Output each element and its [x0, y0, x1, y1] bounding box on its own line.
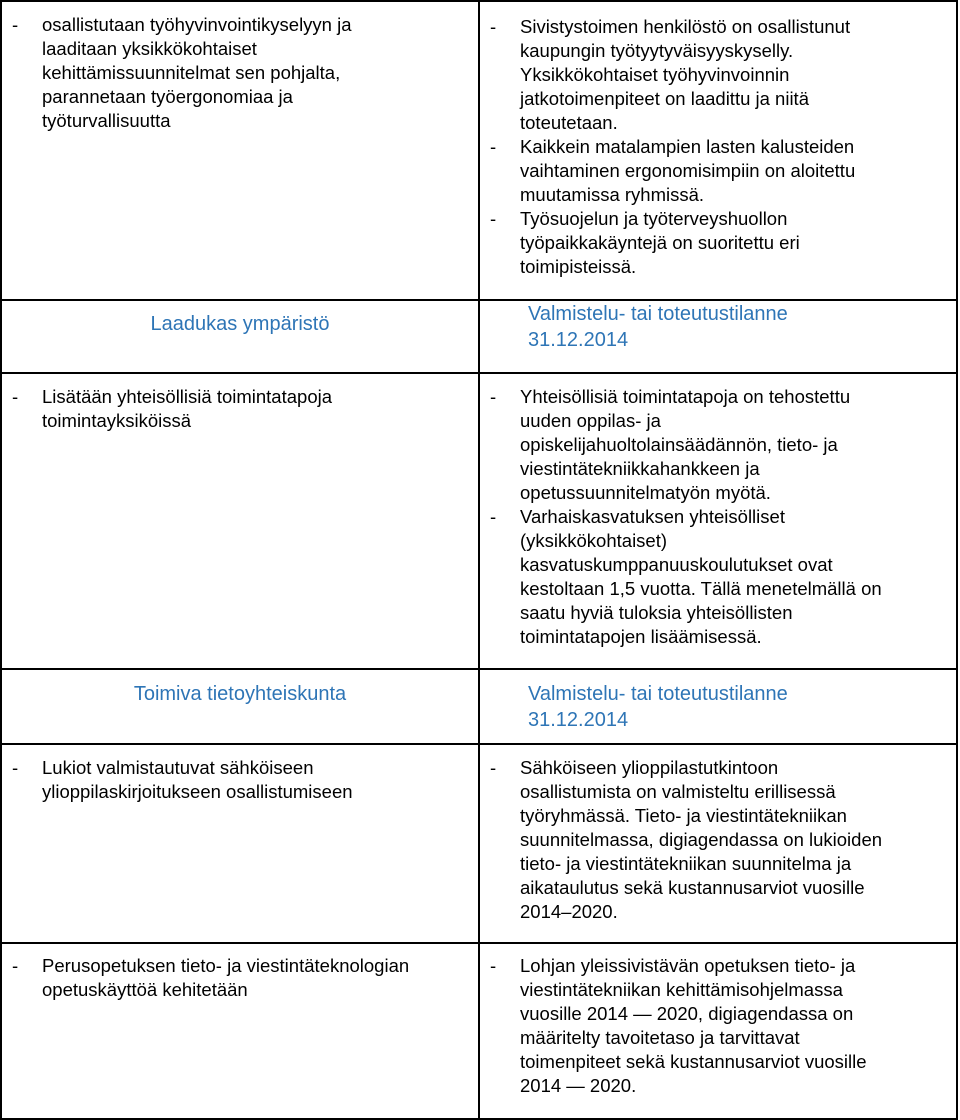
- text-line: Kaikkein matalampien lasten kalusteiden: [520, 136, 855, 157]
- text-line: työturvallisuutta: [42, 110, 171, 131]
- bullet-dash: -: [490, 386, 497, 407]
- text-line: kasvatuskumppanuuskoulutukset ovat: [520, 554, 833, 575]
- table-cell-goal: [1, 1, 479, 300]
- list-item: [2, 385, 478, 433]
- text-line: ylioppilaskirjoitukseen osallistumiseen: [42, 781, 353, 802]
- list-item-text: [520, 15, 956, 135]
- list-item-text: [42, 756, 478, 804]
- table-cell-goal: [1, 744, 479, 943]
- list-item-text: [520, 505, 956, 649]
- text-line: kestoltaan 1,5 vuotta. Tällä menetelmällä on: [520, 578, 882, 599]
- text-line: opetuskäyttöä kehitetään: [42, 979, 248, 1000]
- list-item-text: [42, 954, 478, 1002]
- text-line: Yksikkökohtaiset työhyvinvoinnin: [520, 64, 790, 85]
- list-item: [480, 135, 956, 207]
- text-line: jatkotoimenpiteet on laadittu ja niitä: [520, 88, 809, 109]
- table-row: [1, 744, 957, 943]
- list-item: [2, 954, 478, 1002]
- list-item: [2, 13, 478, 133]
- text-line: viestintätekniikan kehittämisohjelmassa: [520, 979, 843, 1000]
- table-cell-goal: [1, 373, 479, 669]
- list-item: [480, 954, 956, 1098]
- text-line: osallistutaan työhyvinvointikyselyyn ja: [42, 14, 352, 35]
- text-line: toimipisteissä.: [520, 256, 637, 277]
- text-line: Lohjan yleissivistävän opetuksen tieto- ja: [520, 955, 856, 976]
- text-line: työryhmässä. Tieto- ja viestintätekniikan: [520, 805, 847, 826]
- text-line: Yhteisöllisiä toimintatapoja on tehostettu: [520, 386, 851, 407]
- status-heading-cell: [479, 669, 957, 744]
- status-heading-line: Valmistelu- tai toteutustilanne: [528, 683, 788, 705]
- text-line: Työsuojelun ja työterveyshuollon: [520, 208, 788, 229]
- text-line: saatu hyviä tuloksia yhteisöllisten: [520, 602, 793, 623]
- text-line: toimintatapojen lisäämisessä.: [520, 626, 762, 647]
- text-line: Sivistystoimen henkilöstö on osallistunut: [520, 16, 851, 37]
- text-line: suunnitelmassa, digiagendassa on lukioiden: [520, 829, 883, 850]
- list-item-text: [42, 13, 478, 133]
- bullet-dash: -: [12, 14, 19, 35]
- text-line: viestintätekniikkahankkeen ja: [520, 458, 760, 479]
- section-heading-row: [1, 300, 957, 373]
- text-line: määritelty tavoitetaso ja tarvittavat: [520, 1027, 800, 1048]
- text-line: Sähköiseen ylioppilastutkintoon: [520, 757, 779, 778]
- text-line: työpaikkakäyntejä on suoritettu eri: [520, 232, 800, 253]
- text-line: tieto- ja viestintätekniikan suunnitelma ja: [520, 853, 852, 874]
- text-line: Lukiot valmistautuvat sähköiseen: [42, 757, 314, 778]
- section-heading-cell: [1, 669, 479, 744]
- text-line: vuosille 2014 — 2020, digiagendassa on: [520, 1003, 854, 1024]
- bullet-dash: -: [12, 955, 19, 976]
- text-line: vaihtaminen ergonomisimpiin on aloitettu: [520, 160, 856, 181]
- text-line: Varhaiskasvatuksen yhteisölliset: [520, 506, 785, 527]
- text-line: opiskelijahuoltolainsäädännön, tieto- ja: [520, 434, 838, 455]
- text-line: toimintayksiköissä: [42, 410, 192, 431]
- list-item: [2, 756, 478, 804]
- list-item: [480, 756, 956, 924]
- bullet-dash: -: [12, 757, 19, 778]
- table-row: [1, 943, 957, 1119]
- section-heading-cell: [1, 300, 479, 373]
- bullet-dash: -: [490, 955, 497, 976]
- table-row: [1, 1, 957, 300]
- list-item: [480, 15, 956, 135]
- text-line: aikataulutus sekä kustannusarviot vuosille: [520, 877, 865, 898]
- text-line: 2014 — 2020.: [520, 1075, 637, 1096]
- bullet-dash: -: [490, 16, 497, 37]
- list-item: [480, 385, 956, 505]
- text-line: parannetaan työergonomiaa ja: [42, 86, 293, 107]
- list-item-text: [42, 385, 478, 433]
- bullet-dash: -: [490, 208, 497, 229]
- list-item-text: [520, 135, 956, 207]
- text-line: opetussuunnitelmatyön myötä.: [520, 482, 771, 503]
- list-item-text: [520, 756, 956, 924]
- table-cell-status: [479, 1, 957, 300]
- section-heading-row: [1, 669, 957, 744]
- text-line: kaupungin työtyytyväisyyskyselly.: [520, 40, 794, 61]
- table-cell-status: [479, 943, 957, 1119]
- text-line: toteutetaan.: [520, 112, 618, 133]
- bullet-dash: -: [490, 757, 497, 778]
- table-cell-goal: [1, 943, 479, 1119]
- text-line: toimenpiteet sekä kustannusarviot vuosille: [520, 1051, 867, 1072]
- status-heading-cell: [479, 300, 957, 373]
- text-line: muutamissa ryhmissä.: [520, 184, 705, 205]
- table-cell-status: [479, 373, 957, 669]
- text-line: 2014–2020.: [520, 901, 618, 922]
- text-line: (yksikkökohtaiset): [520, 530, 668, 551]
- section-heading-quality-environment: Laadukas ympäristö: [150, 313, 330, 335]
- text-line: kehittämissuunnitelmat sen pohjalta,: [42, 62, 341, 83]
- status-heading-date: 31.12.2014: [528, 709, 629, 731]
- table-row: [1, 373, 957, 669]
- text-line: osallistumista on valmisteltu erillisessä: [520, 781, 836, 802]
- status-heading: [480, 681, 956, 733]
- status-heading: [480, 301, 956, 353]
- text-line: Perusopetuksen tieto- ja viestintäteknologian: [42, 955, 410, 976]
- list-item-text: [520, 207, 956, 279]
- section-heading-information-society: Toimiva tietoyhteiskunta: [133, 683, 347, 705]
- bullet-dash: -: [490, 506, 497, 527]
- text-line: laaditaan yksikkökohtaiset: [42, 38, 257, 59]
- list-item-text: [520, 385, 956, 505]
- text-line: Lisätään yhteisöllisiä toimintatapoja: [42, 386, 333, 407]
- list-item: [480, 505, 956, 649]
- table-cell-status: [479, 744, 957, 943]
- status-heading-date: 31.12.2014: [528, 329, 629, 351]
- bullet-dash: -: [12, 386, 19, 407]
- list-item: [480, 207, 956, 279]
- list-item-text: [520, 954, 956, 1098]
- text-line: uuden oppilas- ja: [520, 410, 661, 431]
- status-heading-line: Valmistelu- tai toteutustilanne: [528, 303, 788, 325]
- bullet-dash: -: [490, 136, 497, 157]
